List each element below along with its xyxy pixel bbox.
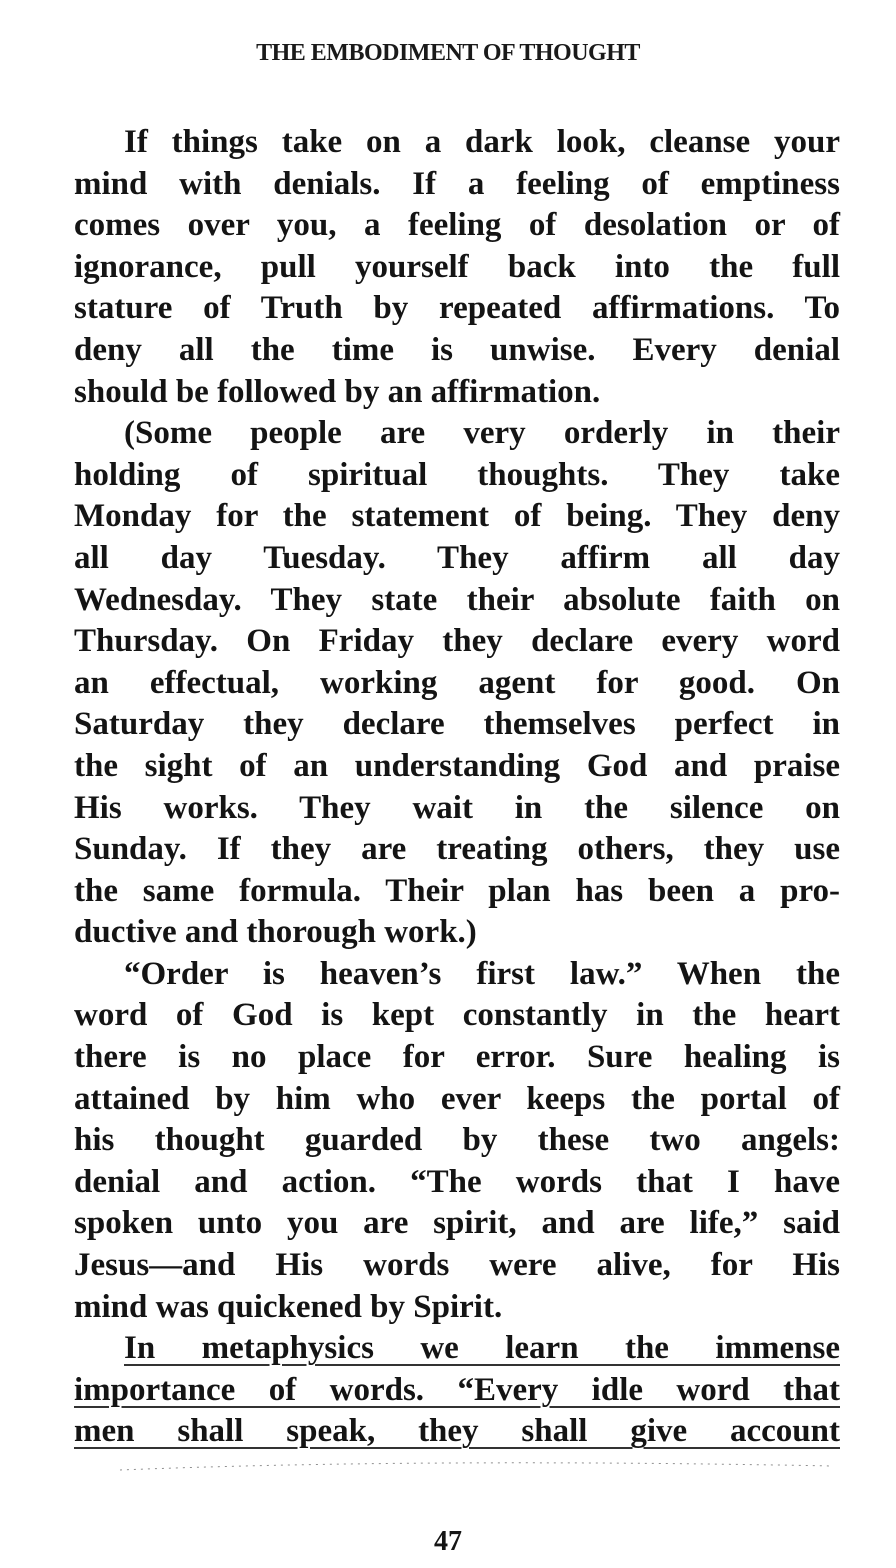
text-line: Thursday. On Friday they declare every word [74, 623, 840, 660]
text-line: Sunday. If they are treating others, they use [74, 831, 840, 868]
text-line: mind was quickened by Spirit. [74, 1288, 503, 1325]
text-line: ductive and thorough work.) [74, 914, 477, 951]
text-line: (Some people are very orderly in their [124, 415, 840, 452]
text-line: “Order is heaven’s first law.” When the [124, 955, 840, 992]
underlined-text-line: importance of words. “Every idle word that [74, 1371, 840, 1408]
page-number: 47 [434, 1526, 462, 1557]
text-line: word of God is kept constantly in the heart [74, 997, 840, 1034]
text-line: should be followed by an affirmation. [74, 373, 601, 410]
text-line: ignorance, pull yourself back into the full [74, 248, 840, 285]
text-line: an effectual, working agent for good. On [74, 664, 840, 701]
text-line: attained by him who ever keeps the portal of [74, 1080, 840, 1117]
text-line: If things take on a dark look, cleanse your [124, 124, 840, 160]
text-line: comes over you, a feeling of desolation or of [74, 207, 840, 244]
text-line: Jesus—and His words were alive, for His [74, 1247, 840, 1284]
text-line: the sight of an understanding God and praise [74, 747, 840, 784]
text-line: deny all the time is unwise. Every denial [74, 331, 840, 368]
text-line: Wednesday. They state their absolute faith on [74, 581, 840, 618]
running-head: THE EMBODIMENT OF THOUGHT [256, 40, 640, 66]
text-line: holding of spiritual thoughts. They take [74, 456, 840, 493]
text-line: denial and action. “The words that I have [74, 1163, 840, 1200]
text-line: there is no place for error. Sure healing is [74, 1039, 840, 1076]
text-line: spoken unto you are spirit, and are life,” said [74, 1205, 840, 1242]
text-line: mind with denials. If a feeling of emptiness [74, 165, 840, 202]
text-line: Monday for the statement of being. They deny [74, 498, 840, 535]
text-line: his thought guarded by these two angels: [74, 1122, 840, 1159]
underlined-text-line: In metaphysics we learn the immense [124, 1330, 840, 1367]
text-line: His works. They wait in the silence on [74, 789, 840, 826]
text-line: stature of Truth by repeated affirmations. To [74, 290, 840, 327]
underlined-text-line: men shall speak, they shall give account [74, 1413, 840, 1450]
text-line: Saturday they declare themselves perfect in [74, 706, 840, 743]
text-line: the same formula. Their plan has been a pro- [74, 872, 840, 909]
text-line: all day Tuesday. They affirm all day [74, 539, 840, 576]
